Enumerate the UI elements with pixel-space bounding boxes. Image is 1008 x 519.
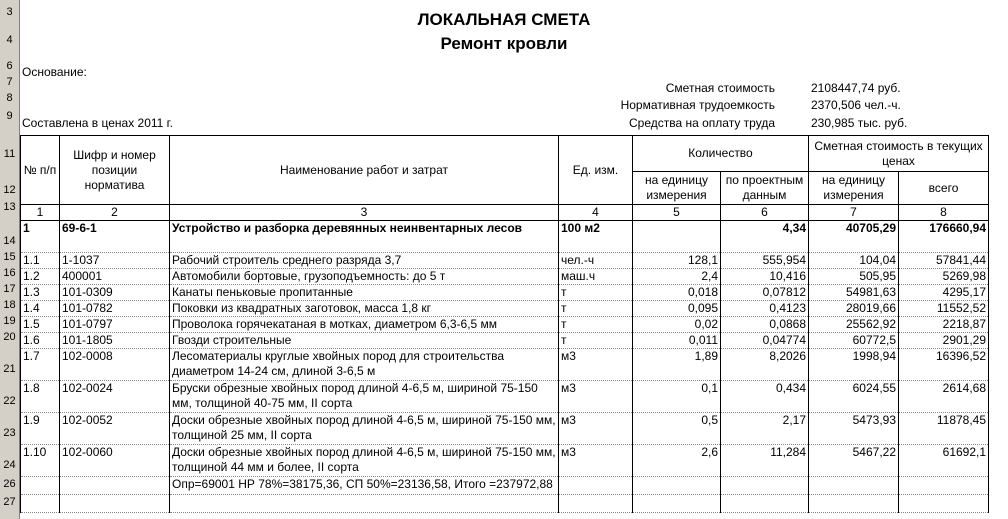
cell-name[interactable]: Проволока горячекатаная в мотках, диаметром 6,3-6,5 мм — [170, 317, 559, 333]
cell-num[interactable]: 1.7 — [21, 349, 60, 381]
header-qty[interactable]: Количество — [633, 136, 809, 172]
cell-unit[interactable] — [559, 495, 633, 513]
cell-name[interactable]: Бруски обрезные хвойных пород длиной 4-6,5 м, шириной 75-150 мм, толщиной 40-75 мм, II сорта — [170, 381, 559, 413]
cell-num[interactable]: 1.8 — [21, 381, 60, 413]
cell-q2[interactable] — [721, 495, 809, 513]
row-number[interactable]: 7 — [6, 76, 13, 88]
cell-unit[interactable]: чел.-ч — [559, 253, 633, 269]
table-row — [21, 317, 989, 333]
row-number[interactable]: 26 — [3, 478, 16, 490]
table-row — [21, 221, 989, 253]
cell-c2[interactable]: 2218,87 — [899, 317, 989, 333]
cell-q2[interactable]: 11,284 — [721, 445, 809, 477]
row-number[interactable]: 22 — [3, 395, 16, 407]
cell-code[interactable]: 102-0060 — [60, 445, 170, 477]
cell-c1[interactable]: 6024,55 — [809, 381, 899, 413]
cell-c1[interactable]: 505,95 — [809, 269, 899, 285]
cell-unit[interactable]: 100 м2 — [559, 221, 633, 253]
header-cost[interactable]: Сметная стоимость в текущих ценах — [809, 136, 989, 172]
row-number[interactable]: 27 — [3, 496, 16, 508]
cell-c2[interactable]: 2614,68 — [899, 381, 989, 413]
page-subtitle: Ремонт кровли — [440, 34, 568, 53]
cell-name[interactable]: Доски обрезные хвойных пород длиной 4-6,5 м, шириной 75-150 мм, толщиной 25 мм, II сорта — [170, 413, 559, 445]
cell-unit[interactable]: т — [559, 333, 633, 349]
cell-q1[interactable]: 0,1 — [633, 381, 721, 413]
cell-code[interactable]: 101-0309 — [60, 285, 170, 301]
row-number[interactable]: 13 — [3, 201, 16, 213]
row-number[interactable]: 18 — [3, 299, 16, 311]
header-num[interactable]: № п/п — [21, 136, 60, 205]
row-number[interactable]: 21 — [3, 363, 16, 375]
cell-code[interactable] — [60, 495, 170, 513]
cell-unit[interactable]: т — [559, 285, 633, 301]
row-number[interactable]: 3 — [6, 6, 13, 18]
cell-q1[interactable]: 2,6 — [633, 445, 721, 477]
cell-code[interactable]: 1-1037 — [60, 253, 170, 269]
labor-label: Нормативная трудоемкость — [620, 98, 775, 112]
cell-code[interactable]: 102-0008 — [60, 349, 170, 381]
header-qty-design[interactable]: по проектным данным — [721, 172, 809, 205]
cell-name[interactable]: Автомобили бортовые, грузоподъемность: до 5 т — [170, 269, 559, 285]
column-number-cell[interactable]: 3 — [170, 205, 559, 221]
cell-name[interactable] — [170, 495, 559, 513]
cell-num[interactable] — [21, 495, 60, 513]
wages-value: 230,985 тыс. руб. — [811, 116, 908, 130]
cell-c2[interactable] — [899, 495, 989, 513]
cell-name[interactable]: Устройство и разборка деревянных неинвентарных лесов — [170, 221, 559, 253]
cell-num[interactable]: 1.1 — [21, 253, 60, 269]
table-row — [21, 381, 989, 413]
column-number-cell[interactable]: 2 — [60, 205, 170, 221]
cell-code[interactable]: 400001 — [60, 269, 170, 285]
row-number[interactable]: 14 — [3, 235, 16, 247]
cell-q1[interactable]: 128,1 — [633, 253, 721, 269]
cell-q2[interactable]: 2,17 — [721, 413, 809, 445]
column-number-cell[interactable]: 7 — [809, 205, 899, 221]
cell-num[interactable]: 1.10 — [21, 445, 60, 477]
cell-c1[interactable]: 25562,92 — [809, 317, 899, 333]
row-header-column[interactable] — [0, 0, 20, 519]
cell-q1[interactable]: 0,095 — [633, 301, 721, 317]
cell-unit[interactable]: маш.ч — [559, 269, 633, 285]
cell-code[interactable]: 101-0797 — [60, 317, 170, 333]
row-number[interactable]: 24 — [3, 459, 16, 471]
cell-name[interactable]: Канаты пеньковые пропитанные — [170, 285, 559, 301]
cell-num[interactable]: 1.9 — [21, 413, 60, 445]
cell-c2[interactable]: 2901,29 — [899, 333, 989, 349]
row-number[interactable]: 9 — [6, 110, 13, 122]
row-number[interactable]: 4 — [6, 34, 13, 46]
cell-code[interactable]: 101-1805 — [60, 333, 170, 349]
cell-num[interactable]: 1 — [21, 221, 60, 253]
cell-q2[interactable]: 0,04774 — [721, 333, 809, 349]
column-number-cell[interactable]: 8 — [899, 205, 989, 221]
cell-num[interactable]: 1.2 — [21, 269, 60, 285]
cell-c1[interactable]: 5467,22 — [809, 445, 899, 477]
cell-code[interactable]: 102-0024 — [60, 381, 170, 413]
cell-name[interactable]: Доски обрезные хвойных пород длиной 4-6,5 м, шириной 75-150 мм, толщиной 44 мм и более, II сорта — [170, 445, 559, 477]
row-number[interactable]: 23 — [3, 427, 16, 439]
column-number-cell[interactable]: 5 — [633, 205, 721, 221]
cell-q1[interactable]: 1,89 — [633, 349, 721, 381]
column-number-cell[interactable]: 1 — [21, 205, 60, 221]
cell-c1[interactable] — [809, 495, 899, 513]
cell-q2[interactable]: 10,416 — [721, 269, 809, 285]
table-row — [21, 333, 989, 349]
cell-q2[interactable] — [721, 477, 809, 495]
column-number-cell[interactable]: 4 — [559, 205, 633, 221]
cell-c2[interactable]: 4295,17 — [899, 285, 989, 301]
cell-c1[interactable]: 60772,5 — [809, 333, 899, 349]
cell-unit[interactable] — [559, 477, 633, 495]
table-row — [21, 477, 989, 495]
cell-c2[interactable] — [899, 477, 989, 495]
cell-code[interactable]: 69-6-1 — [60, 221, 170, 253]
column-number-cell[interactable]: 6 — [721, 205, 809, 221]
cell-num[interactable]: 1.4 — [21, 301, 60, 317]
row-number[interactable]: 11 — [3, 148, 16, 160]
table-row — [21, 285, 989, 301]
prices-label: Составлена в ценах 2011 г. — [22, 116, 173, 130]
cell-num[interactable]: 1.6 — [21, 333, 60, 349]
cell-name[interactable]: Опр=69001 НР 78%=38175,36, СП 50%=23136,58, Итого =237972,88 — [170, 477, 559, 495]
table-row — [21, 301, 989, 317]
row-number[interactable]: 16 — [3, 267, 16, 279]
page-title: ЛОКАЛЬНАЯ СМЕТА — [417, 10, 591, 29]
cell-unit[interactable]: м3 — [559, 445, 633, 477]
cell-q2[interactable]: 0,4123 — [721, 301, 809, 317]
row-number[interactable]: 17 — [3, 283, 16, 295]
cell-q1[interactable] — [633, 477, 721, 495]
cell-q2[interactable]: 8,2026 — [721, 349, 809, 381]
cell-c2[interactable]: 11552,52 — [899, 301, 989, 317]
table-row — [21, 349, 989, 381]
row-number[interactable]: 20 — [3, 331, 16, 343]
row-number[interactable]: 6 — [6, 60, 13, 72]
cell-q2[interactable]: 0,434 — [721, 381, 809, 413]
wages-label: Средства на оплату труда — [629, 116, 775, 130]
cell-unit[interactable]: т — [559, 301, 633, 317]
cost-label: Сметная стоимость — [665, 81, 775, 95]
row-number[interactable]: 19 — [3, 315, 16, 327]
header-cost-unit[interactable]: на единицу измерения — [809, 172, 899, 205]
cell-c2[interactable]: 176660,94 — [899, 221, 989, 253]
cell-code[interactable]: 101-0782 — [60, 301, 170, 317]
cell-c1[interactable]: 40705,29 — [809, 221, 899, 253]
cell-c2[interactable]: 5269,98 — [899, 269, 989, 285]
cell-q1[interactable] — [633, 495, 721, 513]
row-number[interactable]: 15 — [3, 251, 16, 263]
cell-code[interactable]: 102-0052 — [60, 413, 170, 445]
cell-num[interactable]: 1.5 — [21, 317, 60, 333]
cell-name[interactable]: Лесоматериалы круглые хвойных пород для строительства диаметром 14-24 см, длиной 3-6,5 м — [170, 349, 559, 381]
cell-q2[interactable]: 0,07812 — [721, 285, 809, 301]
table-row — [21, 413, 989, 445]
cell-name[interactable]: Гвозди строительные — [170, 333, 559, 349]
cell-c1[interactable]: 5473,93 — [809, 413, 899, 445]
cell-c2[interactable]: 11878,45 — [899, 413, 989, 445]
cell-c1[interactable]: 104,04 — [809, 253, 899, 269]
header-code[interactable]: Шифр и номер позиции норматива — [60, 136, 170, 205]
header-unit[interactable]: Ед. изм. — [559, 136, 633, 205]
cell-unit[interactable]: м3 — [559, 349, 633, 381]
cell-num[interactable] — [21, 477, 60, 495]
table-row — [21, 269, 989, 285]
cell-c1[interactable]: 1998,94 — [809, 349, 899, 381]
header-cost-total[interactable]: всего — [899, 172, 989, 205]
estimate-table — [20, 135, 989, 513]
header-qty-unit[interactable]: на единицу измерения — [633, 172, 721, 205]
cell-q2[interactable]: 555,954 — [721, 253, 809, 269]
cell-c2[interactable]: 57841,44 — [899, 253, 989, 269]
cell-code[interactable] — [60, 477, 170, 495]
row-number[interactable]: 12 — [3, 184, 16, 196]
table-row — [21, 495, 989, 513]
table-row — [21, 253, 989, 269]
cost-value: 2108447,74 руб. — [811, 81, 901, 95]
cell-q1[interactable]: 0,02 — [633, 317, 721, 333]
cell-q1[interactable] — [633, 221, 721, 253]
cell-unit[interactable]: м3 — [559, 381, 633, 413]
cell-unit[interactable]: м3 — [559, 413, 633, 445]
table-row — [21, 445, 989, 477]
basis-label: Основание: — [22, 65, 87, 79]
cell-q1[interactable]: 0,5 — [633, 413, 721, 445]
cell-q1[interactable]: 0,011 — [633, 333, 721, 349]
cell-q2[interactable]: 4,34 — [721, 221, 809, 253]
labor-value: 2370,506 чел.-ч. — [811, 98, 901, 112]
cell-c2[interactable]: 16396,52 — [899, 349, 989, 381]
cell-c1[interactable]: 28019,66 — [809, 301, 899, 317]
cell-c1[interactable]: 54981,63 — [809, 285, 899, 301]
cell-name[interactable]: Поковки из квадратных заготовок, масса 1,8 кг — [170, 301, 559, 317]
cell-q1[interactable]: 0,018 — [633, 285, 721, 301]
cell-c1[interactable] — [809, 477, 899, 495]
cell-c2[interactable]: 61692,1 — [899, 445, 989, 477]
cell-q1[interactable]: 2,4 — [633, 269, 721, 285]
row-number[interactable]: 8 — [6, 92, 13, 104]
header-name[interactable]: Наименование работ и затрат — [170, 136, 559, 205]
cell-q2[interactable]: 0,0868 — [721, 317, 809, 333]
cell-unit[interactable]: т — [559, 317, 633, 333]
cell-name[interactable]: Рабочий строитель среднего разряда 3,7 — [170, 253, 559, 269]
cell-num[interactable]: 1.3 — [21, 285, 60, 301]
